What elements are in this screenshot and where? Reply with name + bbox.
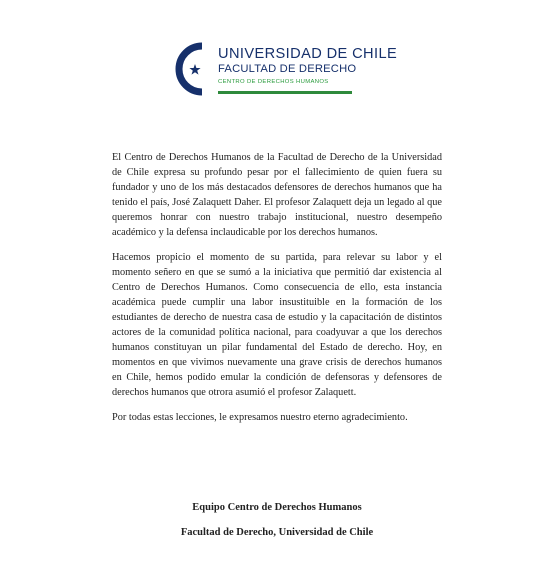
signature-team: Equipo Centro de Derechos Humanos: [192, 502, 362, 513]
logo-green-rule: [218, 91, 352, 94]
letter-body: [112, 150, 442, 435]
paragraph-1: El Centro de Derechos Humanos de la Facultad de Derecho de la Universidad de Chile expresa su profundo pesar por el fallecimiento de quien fuera su fundador y uno de los más destacados defensores de derechos humanos que ha tenido el país, José Zalaquett Daher. El profesor Zalaquett deja un legado al que queremos honrar con nuestro trabajo institucional, nuestro desempeño académico y la defensa inclaudicable por los derechos humanos.: [112, 152, 442, 238]
university-name: UNIVERSIDAD DE CHILE: [218, 46, 398, 62]
signature-faculty: Facultad de Derecho, Universidad de Chile: [180, 527, 374, 538]
signature-block: [112, 500, 442, 550]
paragraph-3: Por todas estas lecciones, le expresamos nuestro eterno agradecimiento.: [112, 412, 408, 423]
logo-wordmark: [218, 46, 398, 86]
university-logo: [174, 40, 398, 98]
university-c-logo-mark: [174, 40, 216, 98]
faculty-name: FACULTAD DE DERECHO: [218, 63, 357, 75]
paragraph-2: Hacemos propicio el momento de su partida, para relevar su labor y el momento señero en que se sumó a la iniciativa que permitió dar existencia al Centro de Derechos Humanos. Como consecuencia de ello, esta instancia académica puede cumplir una labor insustituible en la formación de los estudiantes de derecho de nuestra casa de estudio y la capacitación de distintos actores de la comunidad política nacional, para coadyuvar a que los derechos humanos constituyan un pilar fundamental del Estado de derecho. Hoy, en momentos en que vivimos nuevamente una grave crisis de derechos humanos en Chile, hemos podido emular la condición de defensoras y defensores de derechos humanos que otrora asumió el profesor Zalaquett.: [112, 252, 442, 398]
center-name: CENTRO DE DERECHOS HUMANOS: [218, 79, 329, 85]
